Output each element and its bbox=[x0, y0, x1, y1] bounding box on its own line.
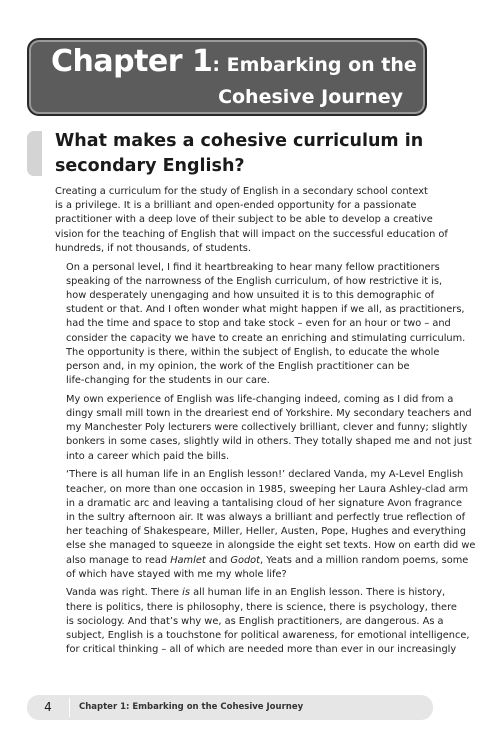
text-line: for critical thinking – all of which are needed more than ever in our increasingly bbox=[66, 644, 457, 656]
text-run: also manage to read bbox=[66, 554, 171, 566]
paragraph-3 bbox=[55, 393, 472, 464]
italic-emphasis: is bbox=[182, 587, 190, 599]
section-heading-line2: secondary English? bbox=[55, 156, 245, 176]
text-line: speaking of the narrowness of the English curriculum, of how restrictive it is, bbox=[66, 275, 443, 287]
text-line: student or that. And I often wonder what might happen if we all, as practitioners, bbox=[66, 304, 465, 316]
section-heading-line1: What makes a cohesive curriculum in bbox=[55, 131, 424, 151]
footer-divider bbox=[69, 698, 70, 717]
chapter-title-line2: Cohesive Journey bbox=[218, 86, 403, 108]
text-line: On a personal level, I find it heartbreaking to hear many fellow practitioners bbox=[66, 261, 440, 273]
text-line: there is politics, there is philosophy, there is science, there is psychology, there bbox=[66, 601, 457, 613]
text-line: The opportunity is there, within the subject of English, to educate the whole bbox=[66, 346, 440, 358]
text-line: ‘There is all human life in an English lesson!’ declared Vanda, my A-Level English bbox=[66, 469, 464, 481]
text-line bbox=[55, 586, 446, 600]
text-line: my Manchester Poly lecturers were collectively brilliant, clever and funny; slightly bbox=[66, 422, 468, 434]
text-line: else she managed to squeeze in alongside the eight set texts. How on earth did we bbox=[66, 540, 476, 552]
chapter-title-line1 bbox=[51, 44, 417, 79]
text-line: in the sultry afternoon air. It was always a brilliant and perfectly true reflection of bbox=[66, 511, 466, 523]
text-line: teacher, on more than one occasion in 1985, sweeping her Laura Ashley-clad arm bbox=[66, 483, 469, 495]
paragraph-4 bbox=[55, 468, 476, 582]
section-heading bbox=[55, 129, 435, 179]
text-line: bonkers in some cases, slightly wild in others. They totally shaped me and not just bbox=[66, 436, 472, 448]
text-line: had the time and space to stop and take stock – even for an hour or two – and bbox=[66, 318, 451, 330]
section-marker-tab bbox=[27, 131, 42, 176]
chapter-colon: : bbox=[212, 54, 221, 76]
text-line: her teaching of Shakespeare, Miller, Heller, Austen, Pope, Hughes and everything bbox=[66, 526, 466, 538]
text-run: Vanda was right. There bbox=[66, 587, 183, 599]
text-line: of which have stayed with me my whole life? bbox=[66, 568, 287, 580]
text-line: life-changing for the students in our care. bbox=[66, 375, 270, 387]
text-line: My own experience of English was life-changing indeed, coming as I did from a bbox=[66, 393, 454, 405]
text-line: how desperately unengaging and how unsuited it is to this demographic of bbox=[66, 289, 435, 301]
italic-title-hamlet: Hamlet bbox=[170, 554, 206, 566]
text-line: into a career which paid the bills. bbox=[66, 450, 230, 462]
paragraph-2 bbox=[55, 261, 466, 389]
text-line: hundreds, if not thousands, of students. bbox=[55, 242, 252, 254]
chapter-banner bbox=[27, 38, 427, 116]
text-line: in a dramatic arc and leaving a tantalising cloud of her signature Avon fragrance bbox=[66, 497, 462, 509]
chapter-title-part1: Embarking on the bbox=[220, 54, 417, 76]
page-number: 4 bbox=[44, 700, 52, 714]
text-line: consider the capacity we have to create an enriching and stimulating curriculum. bbox=[66, 332, 466, 344]
text-line: person and, in my opinion, the work of the English practitioner can be bbox=[66, 360, 410, 372]
text-line: Creating a curriculum for the study of English in a secondary school context bbox=[55, 186, 428, 197]
chapter-number: Chapter 1 bbox=[51, 44, 213, 79]
text-line: practitioner with a deep love of their subject to be able to develop a creative bbox=[55, 214, 433, 226]
page-footer bbox=[27, 695, 433, 720]
italic-title-godot: Godot bbox=[230, 554, 261, 566]
text-line: is sociology. And that’s why we, as English practitioners, are dangerous. As a bbox=[66, 615, 444, 627]
paragraph-1 bbox=[55, 185, 448, 256]
text-line: dingy small mill town in the dreariest end of Yorkshire. My secondary teachers and bbox=[66, 408, 472, 420]
paragraph-5 bbox=[55, 586, 470, 657]
text-line bbox=[55, 554, 469, 568]
text-line: subject, English is a touchstone for political awareness, for emotional intelligence, bbox=[66, 630, 470, 642]
text-run: , Yeats and a million random poems, some bbox=[260, 554, 469, 566]
text-run: all human life in an English lesson. There is history, bbox=[189, 587, 446, 599]
running-head: Chapter 1: Embarking on the Cohesive Journey bbox=[79, 702, 304, 712]
text-run: and bbox=[205, 554, 231, 566]
text-line: vision for the teaching of English that will impact on the successful education of bbox=[55, 228, 448, 240]
body-text bbox=[55, 185, 476, 662]
text-line: is a privilege. It is a brilliant and open-ended opportunity for a passionate bbox=[55, 200, 417, 212]
